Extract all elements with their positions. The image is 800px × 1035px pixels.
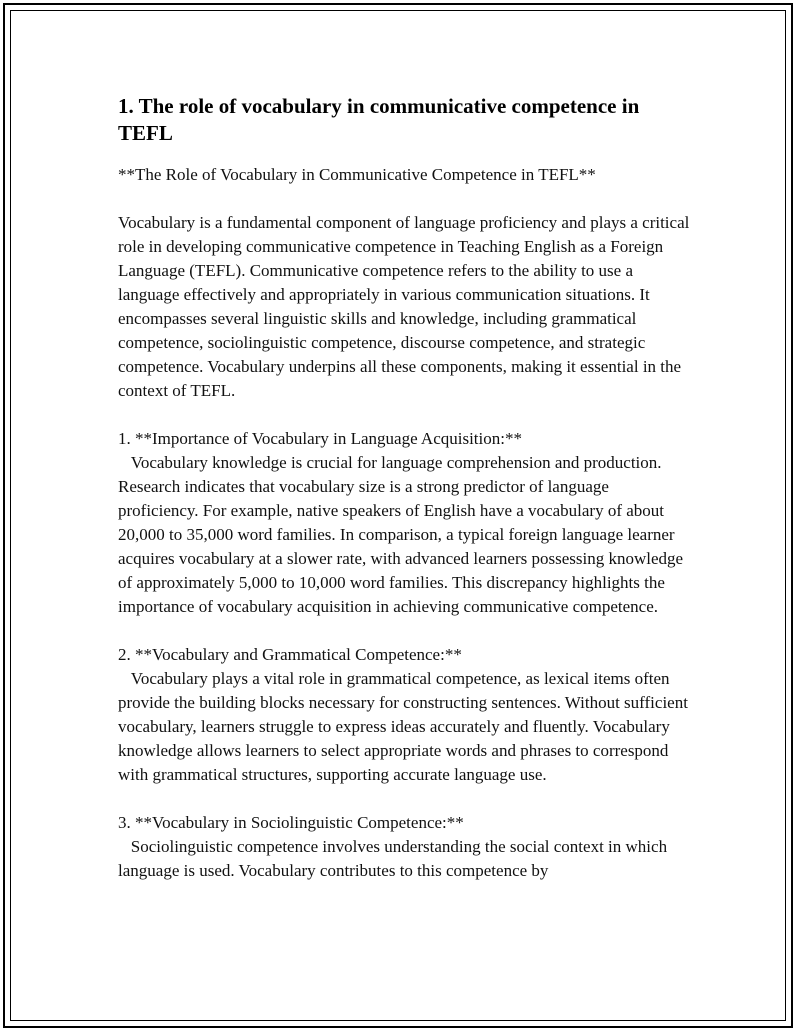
document-title: 1. The role of vocabulary in communicative competence in TEFL xyxy=(118,94,640,145)
section-heading: 2. **Vocabulary and Grammatical Competence:** xyxy=(118,645,462,664)
section-sociolinguistic-competence xyxy=(118,811,693,883)
section-grammatical-competence xyxy=(118,643,693,787)
section-body: Vocabulary knowledge is crucial for language comprehension and production. Research indicates that vocabulary size is a strong predictor of language proficiency. For example, native speakers of English have a vocabulary of about 20,000 to 35,000 word families. In comparison, a typical foreign language learner acquires vocabulary at a slower rate, with advanced learners possessing knowledge of approximately 5,000 to 10,000 word families. This discrepancy highlights the importance of vocabulary acquisition in achieving communicative competence. xyxy=(118,453,688,616)
intro-paragraph: Vocabulary is a fundamental component of language proficiency and plays a critical role in developing communicative competence in Teaching English as a Foreign Language (TEFL). Communicative competence refers to the ability to use a language effectively and appropriately in various communication situations. It encompasses several linguistic skills and knowledge, including grammatical competence, sociolinguistic competence, discourse competence, and strategic competence. Vocabulary underpins all these components, making it essential in the context of TEFL. xyxy=(118,213,694,400)
document-content xyxy=(118,93,693,907)
document-subtitle: **The Role of Vocabulary in Communicative Competence in TEFL** xyxy=(118,165,596,184)
section-body: Sociolinguistic competence involves understanding the social context in which language is used. Vocabulary contributes to this competence by xyxy=(118,837,672,880)
section-body: Vocabulary plays a vital role in grammatical competence, as lexical items often provide the building blocks necessary for constructing sentences. Without sufficient vocabulary, learners struggle to express ideas accurately and fluently. Vocabulary knowledge allows learners to select appropriate words and phrases to correspond with grammatical structures, supporting accurate language use. xyxy=(118,669,693,784)
section-vocabulary-acquisition xyxy=(118,427,693,619)
section-heading: 1. **Importance of Vocabulary in Language Acquisition:** xyxy=(118,429,522,448)
section-heading: 3. **Vocabulary in Sociolinguistic Competence:** xyxy=(118,813,464,832)
